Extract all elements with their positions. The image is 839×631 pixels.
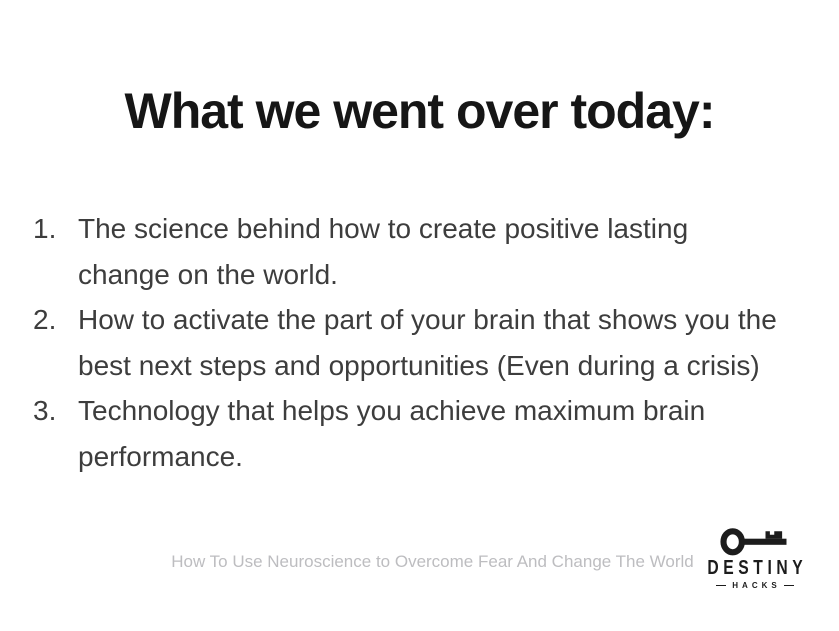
logo-left-dash (716, 585, 726, 586)
list-item (33, 206, 789, 297)
list-item-number: 3. (33, 395, 57, 426)
destiny-hacks-logo (703, 524, 807, 590)
footer-caption: How To Use Neuroscience to Overcome Fear And Change The World (171, 552, 694, 571)
logo-right-dash (784, 585, 794, 586)
list-item (33, 297, 789, 388)
logo-sub-text: HACKS (732, 581, 781, 590)
list-item (33, 388, 789, 479)
logo-sub-row (716, 581, 794, 590)
list-item-number: 1. (33, 213, 57, 244)
slide-title: What we went over today: (124, 83, 715, 139)
list-item-number: 2. (33, 304, 57, 335)
key-icon (720, 524, 790, 556)
list-item-text: How to activate the part of your brain that shows you the best next steps and opportunities (Even during a crisis) (78, 304, 777, 381)
list-item-text: The science behind how to create positive lasting change on the world. (78, 213, 689, 290)
numbered-list (33, 206, 789, 479)
list-item-text: Technology that helps you achieve maximum brain performance. (78, 395, 706, 472)
logo-brand-text: DESTINY (707, 556, 808, 579)
